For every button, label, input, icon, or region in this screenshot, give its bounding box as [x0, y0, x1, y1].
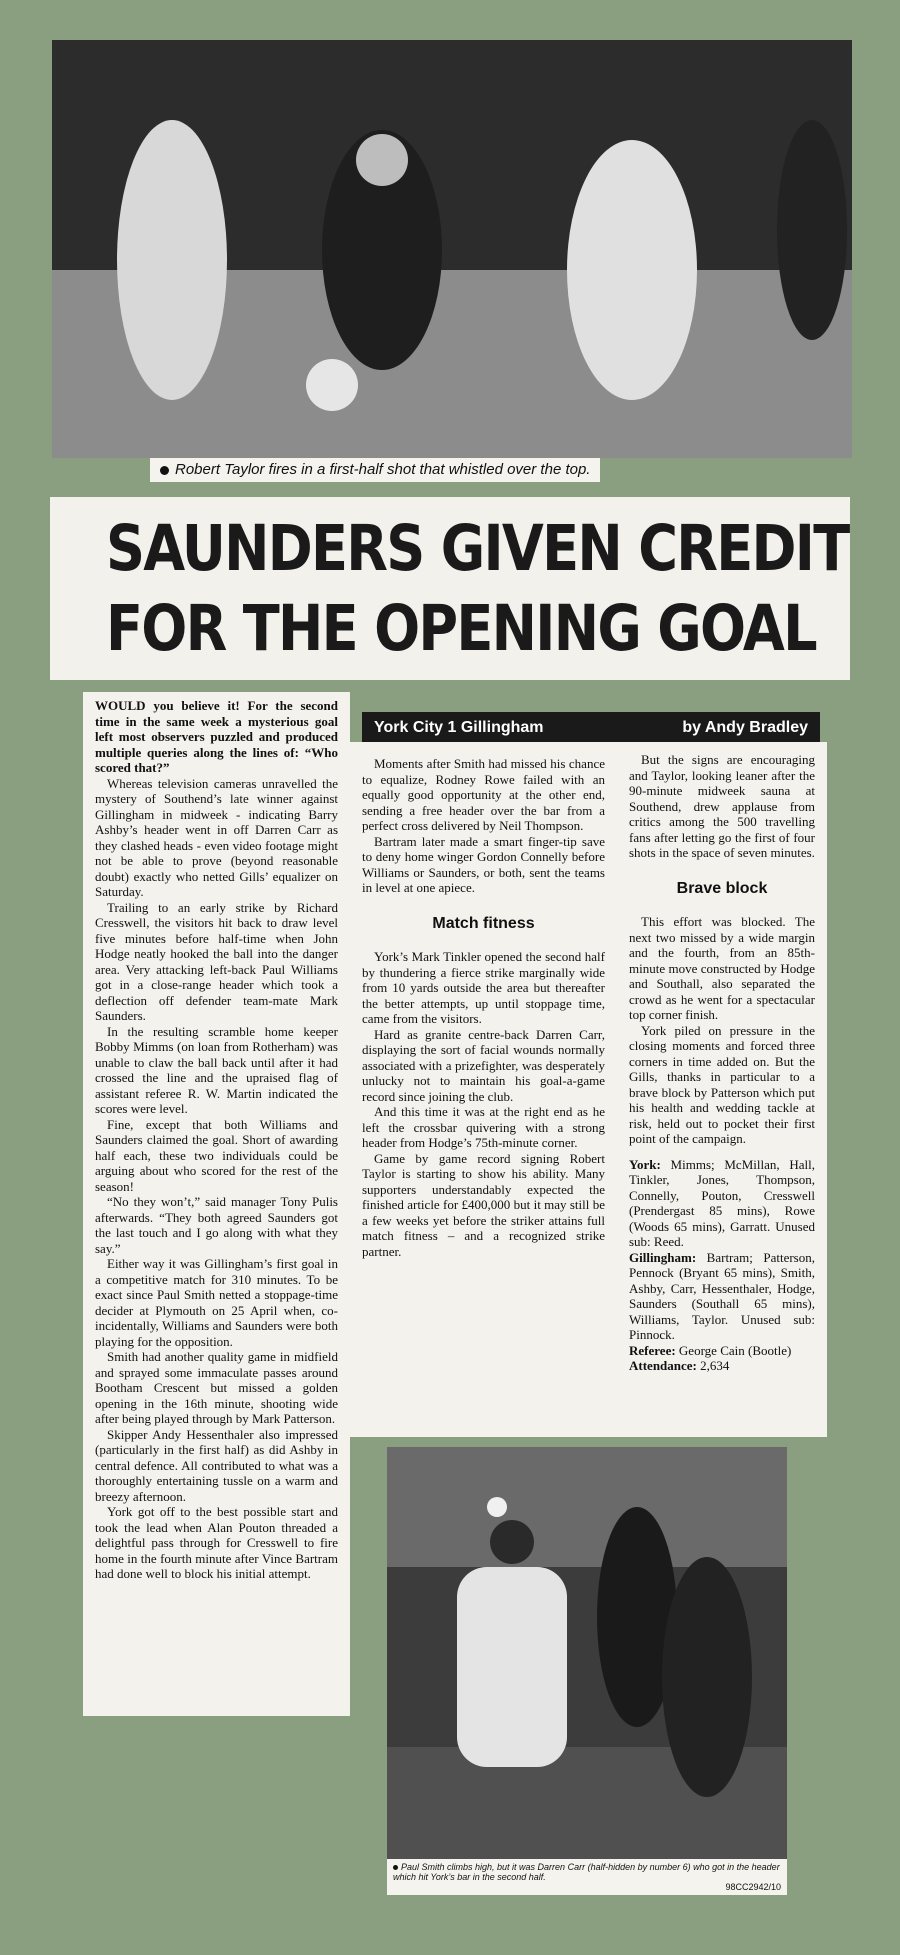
- article-column-3: [617, 742, 827, 1437]
- referee-line: Referee: George Cain (Bootle): [629, 1342, 792, 1358]
- lead-paragraph: WOULD you believe it! For the second time in the same week a mysterious goal left most observers puzzled and produced multiple queries along the lines of: “Who scored that?”: [95, 698, 338, 775]
- paragraph: In the resulting scramble home keeper Bobby Mimms (on loan from Rotherham) was unable to claw the ball back until after it had crossed the line and the upraised flag of assistant referee R. W. Martin indicated the scores were level.: [95, 1023, 338, 1116]
- match-score: York City 1 Gillingham: [374, 719, 544, 736]
- paragraph: This effort was blocked. The next two missed by a wide margin and the fourth, from an 85th-minute move constructed by Hodge and Southall, also separated the crowd as he went for a spectacular top corner finish.: [629, 914, 815, 1022]
- headline-line-2: FOR THE OPENING GOAL: [106, 592, 816, 665]
- subheading-match-fitness: Match fitness: [432, 914, 535, 932]
- paragraph: York got off to the best possible start and took the lead when Alan Pouton threaded a delightful pass through for Cresswell to fire home in the fourth minute after Vince Bartram had done well to block his initial attempt.: [95, 1504, 338, 1581]
- bottom-photo-caption: Paul Smith climbs high, but it was Darren Carr (half-hidden by number 6) who got in the header which hit York’s bar in the second half. 98CC2942/10: [387, 1859, 787, 1895]
- article-column-1: [83, 692, 350, 1716]
- top-photo-caption: Robert Taylor fires in a first-half shot that whistled over the top.: [150, 458, 600, 482]
- paragraph: Smith had another quality game in midfield and sprayed some immaculate passes around Bootham Crescent but missed a golden opening in the 16th minute, shooting wide after being played through by Mark Patterson.: [95, 1349, 338, 1426]
- attendance-line: Attendance: 2,634: [629, 1358, 730, 1373]
- paragraph: Trailing to an early strike by Richard Cresswell, the visitors hit back to draw level five minutes before half-time when John Hodge neatly hooked the ball into the danger area. Very attacking left-back Paul Williams got in a close-range header which took a deflection off defender team-mate Mark Saunders.: [95, 899, 338, 1023]
- paragraph: Either way it was Gillingham’s first goal in a competitive match for 310 minutes. To be exact since Paul Smith netted a stoppage-time decider at Plymouth on 25 April when, co-incidentally, Williams and Saunders were both playing for the opposition.: [95, 1256, 338, 1349]
- article-column-2: [350, 742, 617, 1437]
- subheading-brave-block: Brave block: [676, 879, 768, 897]
- paragraph: Moments after Smith had missed his chance to equalize, Rodney Rowe failed with an equally good opportunity at the other end, sending a free header over the bar from a perfect cross delivered by Neil Thompson.: [362, 756, 605, 833]
- headline-line-1: SAUNDERS GIVEN CREDIT: [106, 512, 849, 585]
- paragraph: “No they won’t,” said manager Tony Pulis afterwards. “They both agreed Saunders got the last touch and I go along with what they say.”: [95, 1194, 338, 1256]
- photo-reference: 98CC2942/10: [725, 1882, 781, 1892]
- paragraph: Bartram later made a smart finger-tip save to deny home winger Gordon Connelly before Williams or Saunders, or both, sent the teams in level at one apiece.: [362, 833, 605, 895]
- byline: by Andy Bradley: [682, 719, 808, 736]
- paragraph: York piled on pressure in the closing moments and forced three corners in time added on. But the Gills, thanks in particular to a brave block by Patterson which put his health and wedding tackle at risk, held out to pocket their first point of the campaign.: [629, 1022, 815, 1146]
- headline: [50, 497, 850, 680]
- bullet-icon: [160, 466, 169, 475]
- paragraph: Fine, except that both Williams and Saunders claimed the goal. Short of awarding half each, these two individuals could be arguing about who scored for the rest of the season!: [95, 1116, 338, 1194]
- bottom-match-photo: [387, 1447, 787, 1859]
- paragraph: But the signs are encouraging and Taylor, looking leaner after the 90-minute midweek sauna at Southend, drew applause from critics among the 500 travelling fans after letting go the first of four shots in the space of seven minutes.: [629, 752, 815, 860]
- team-lineups: [629, 1157, 815, 1374]
- gillingham-lineup: Gillingham: Bartram; Patterson, Pennock (Bryant 65 mins), Smith, Ashby, Carr, Hessenthaler, Hodge, Saunders (Southall 65 mins), Williams, Taylor. Unused sub: Pinnock.: [629, 1249, 815, 1342]
- paragraph: York’s Mark Tinkler opened the second half by thundering a fierce strike marginally wide from 10 yards outside the area but thereafter the better attempts, up until stoppage time, came from the visitors.: [362, 949, 605, 1026]
- paragraph: Hard as granite centre-back Darren Carr, displaying the sort of facial wounds normally associated with a prizefighter, was desperately unlucky not to maintain his goal-a-game record since joining the club.: [362, 1026, 605, 1104]
- bullet-icon: [393, 1865, 398, 1870]
- top-match-photo: [52, 40, 852, 458]
- york-lineup: York: Mimms; McMillan, Hall, Tinkler, Jones, Thompson, Connelly, Pouton, Cresswell (Prendergast 85 mins), Rowe (Woods 65 mins), Garratt. Unused sub: Reed.: [629, 1156, 815, 1249]
- paragraph: Skipper Andy Hessenthaler also impressed (particularly in the first half) as did Ashby in central defence. All contributed to what was a thoroughly entertaining tussle on a warm and breezy afternoon.: [95, 1426, 338, 1504]
- paragraph: And this time it was at the right end as he left the crossbar quivering with a strong header from Hodge’s 75th-minute corner.: [362, 1104, 605, 1150]
- paragraph: Game by game record signing Robert Taylor is starting to show his ability. Many supporters understandably expected the finished article for £400,000 but it may still be a few weeks yet before the striker attains full match fitness – and a recognized strike partner.: [362, 1150, 605, 1259]
- paragraph: Whereas television cameras unravelled the mystery of Southend’s late winner against Gillingham in midweek - indicating Barry Ashby’s header went in off Darren Carr as they clashed heads - even video footage might not be able to prove (beyond reasonable doubt) exactly who netted Gills’ equalizer on Saturday.: [95, 775, 338, 899]
- score-band: [362, 712, 820, 744]
